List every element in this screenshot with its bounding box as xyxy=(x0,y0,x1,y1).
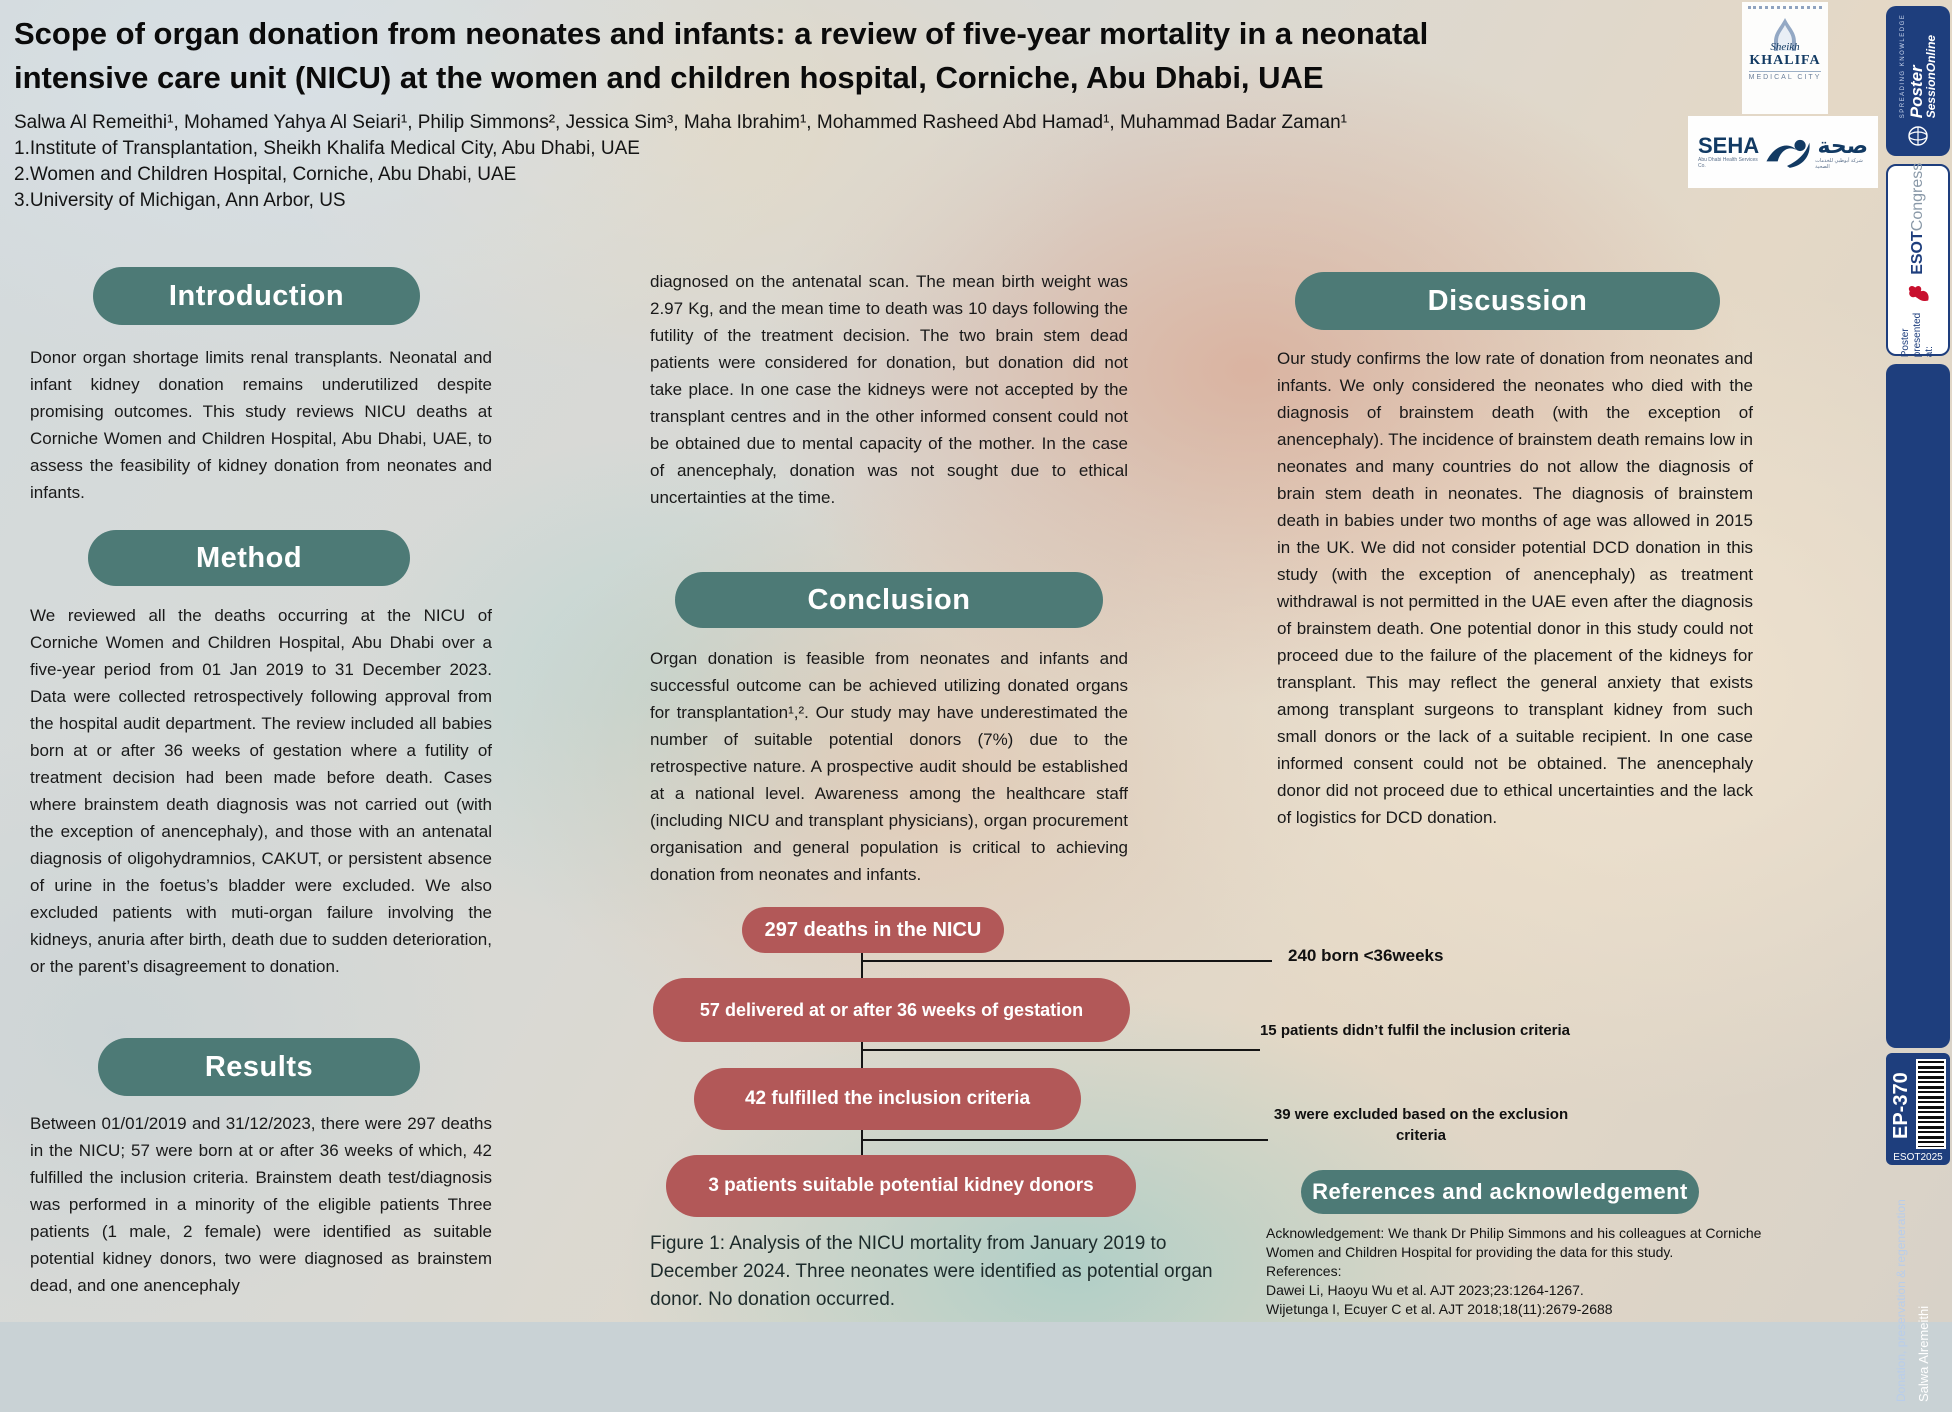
conclusion-heading: Conclusion xyxy=(675,572,1103,628)
esot-congress-badge xyxy=(1886,164,1950,356)
results-body: Between 01/01/2019 and 31/12/2023, there were 297 deaths in the NICU; 57 were born at or after 36 weeks of which, 42 fulfilled the inclusion criteria. Brainstem death test/diagnosis was performed in a minority of the eligible patients Three patients (1 male, 2 female) were identified as suitable potential kidney donors, two were diagnosed as brainstem dead, and one anencephaly xyxy=(30,1114,492,1295)
figure-caption: Figure 1: Analysis of the NICU mortality from January 2019 to December 2024. Three neonates were identified as potential organ donor. No donation occurred. xyxy=(650,1233,1213,1310)
method-heading: Method xyxy=(88,530,410,586)
discussion-heading: Discussion xyxy=(1295,272,1720,330)
flow-exclusion-3: 39 were excluded based on the exclusion criteria xyxy=(1273,1106,1569,1144)
flow-step-3: 42 fulfilled the inclusion criteria xyxy=(694,1068,1081,1130)
poster-id-badge xyxy=(1886,1053,1950,1165)
flow-exclusion-1: 240 born <36weeks xyxy=(1288,946,1444,965)
poster-id-code: EP-370 xyxy=(1890,1072,1912,1139)
reference-2: Wijetunga I, Ecuyer C et al. AJT 2018;18(11):2679-2688 xyxy=(1266,1301,1613,1317)
references-label: References: xyxy=(1266,1263,1342,1279)
method-body: We reviewed all the deaths occurring at the NICU of Corniche Women and Children Hospital, Abu Dhabi over a five-year period from 01 Jan 2019 to 31 December 2023. Data were collected retrospectively following approval from the hospital audit department. The review included all babies born at or after 36 weeks of gestation where a futility of treatment decision had been made before death. Cases where brainstem death diagnosis was not carried out (with the exception of anencephaly), and those with an antenatal diagnosis of oligohydramnios, CAKUT, or persistent absence of urine in the foetus’s bladder were excluded. We also excluded patients with muti-organ failure involving the kidneys, anuria after birth, death due to sudden deterioration, or the parent’s disagreement to donation. xyxy=(30,606,492,976)
flow-connector-v2 xyxy=(861,1042,863,1069)
acknowledgement-text: Acknowledgement: We thank Dr Philip Simmons and his colleagues at Corniche Women and Children Hospital for providing the data for this study. xyxy=(1266,1225,1762,1260)
poster-title-line2: intensive care unit (NICU) at the women and children hospital, Corniche, Abu Dhabi, UAE xyxy=(14,60,1324,95)
flow-connector-v1 xyxy=(861,953,863,979)
barcode xyxy=(1916,1059,1946,1149)
postersession-brand-top: Poster xyxy=(1906,65,1926,119)
track-topic: Donation, preservation & regeneration xyxy=(1894,1199,1908,1402)
skmc-logo xyxy=(1742,2,1828,114)
results-continued-body: diagnosed on the antenatal scan. The mean birth weight was 2.97 Kg, and the mean time to death was 10 days following the futility of the treatment decision. The two brain stem dead patients were considered for donation, but donation did not take place. In one case the kidneys were not accepted by the transplant centres and in the other informed consent could not be obtained due to mental capacity of the mother. In the case of anencephaly, donation was not sought due to ethical uncertainties at the time. xyxy=(650,272,1128,507)
seha-name: SEHA xyxy=(1698,133,1760,158)
author-list: Salwa Al Remeithi¹, Mohamed Yahya Al Seiari¹, Philip Simmons², Jessica Sim³, Maha Ibrahim¹, Mohammed Rasheed Abd Hamad¹, Muhammad Badar Zaman¹ xyxy=(14,112,1347,133)
affiliation-1: 1.Institute of Transplantation, Sheikh Khalifa Medical City, Abu Dhabi, UAE xyxy=(14,138,640,159)
introduction-heading: Introduction xyxy=(93,267,420,325)
seha-subtitle: Abu Dhabi Health Services Co. xyxy=(1698,157,1758,169)
globe-icon xyxy=(1906,124,1930,148)
flow-connector-v3 xyxy=(861,1130,863,1156)
seha-swoosh-icon xyxy=(1759,132,1815,172)
esot-congress-logo xyxy=(1888,162,1948,358)
esot-lion-icon xyxy=(1904,282,1932,306)
skmc-script-word: Sheikh xyxy=(1770,41,1800,53)
flow-step-4: 3 patients suitable potential kidney donors xyxy=(666,1155,1136,1217)
flow-step-1: 297 deaths in the NICU xyxy=(742,907,1004,953)
flow-exclusion-2: 15 patients didn’t fulfil the inclusion criteria xyxy=(1259,1022,1571,1039)
poster-title xyxy=(14,12,1704,100)
skmc-name: KHALIFA xyxy=(1749,53,1821,68)
postersessiononline-logo xyxy=(1886,6,1950,156)
seha-logo xyxy=(1688,116,1878,188)
postersessiononline-badge xyxy=(1886,6,1950,156)
postersession-brand-bottom: SessionOnline xyxy=(1923,34,1938,119)
poster-id-event: ESOT2025 xyxy=(1893,1152,1943,1163)
esot-brand-light: Congress xyxy=(1909,162,1926,232)
track-presenter: Salwa Alremeithi xyxy=(1916,1305,1931,1402)
flow-connector-h2 xyxy=(862,1049,1260,1051)
poster-presented-label: Poster presented at: xyxy=(1900,312,1935,358)
discussion-body: Our study confirms the low rate of donation from neonates and infants. We only considered the neonates who died with the diagnosis of brainstem death (with the exception of anencephaly). The incidence of brainstem death remains low in neonates and many countries do not allow the diagnosis of brain stem death in neonates. The diagnosis of brainstem death in babies under two months of age was allowed in 2015 in the UK. We did not consider potential DCD donation in this study (with the exception of anencephaly) as treatment withdrawal is not permitted in the UAE even after the diagnosis of brainstem death. One potential donor in this study could not proceed due to the failure of the placement of the kidneys for transplant. This may reflect the general anxiety that exists among transplant surgeons to transplant kidney from such small donors or the lack of a suitable recipient. In one case informed consent could not be obtained. The anencephaly donor did not proceed due to ethical uncertainties and the lack of logistics for DCD donation. xyxy=(1277,349,1753,827)
reference-1: Dawei Li, Haoyu Wu et al. AJT 2023;23:1264-1267. xyxy=(1266,1282,1584,1298)
affiliation-2: 2.Women and Children Hospital, Corniche, Abu Dhabi, UAE xyxy=(14,164,517,185)
postersession-tagline: SPREADING KNOWLEDGE xyxy=(1899,13,1906,119)
flow-step-2: 57 delivered at or after 36 weeks of gestation xyxy=(653,978,1130,1042)
skmc-subtitle: MEDICAL CITY xyxy=(1749,71,1822,81)
references-heading: References and acknowledgement xyxy=(1301,1170,1699,1214)
seha-arabic-name: صحة xyxy=(1817,133,1868,158)
affiliation-3: 3.University of Michigan, Ann Arbor, US xyxy=(14,190,346,211)
conclusion-body: Organ donation is feasible from neonates and infants and successful outcome can be achieved utilizing donated organs for transplantation¹,². Our study may have underestimated the number of suitable potential donors (7%) due to the retrospective nature. A prospective audit should be established at a national level. Awareness among the healthcare staff (including NICU and transplant physicians), organ procurement organisation and general population is critical to achieving donation from neonates and infants. xyxy=(650,649,1128,884)
flow-connector-h3 xyxy=(862,1139,1268,1141)
results-heading: Results xyxy=(98,1038,420,1096)
seha-arabic-subtitle: شركة أبوظبي للخدمات الصحية xyxy=(1815,158,1863,170)
poster-title-line1: Scope of organ donation from neonates and infants: a review of five-year mortality in a neonatal xyxy=(14,16,1429,51)
skmc-ornament xyxy=(1748,6,1822,13)
flow-connector-h1 xyxy=(862,960,1272,962)
introduction-body: Donor organ shortage limits renal transplants. Neonatal and infant kidney donation remains underutilized despite promising outcomes. This study reviews NICU deaths at Corniche Women and Children Hospital, Abu Dhabi, UAE, to assess the feasibility of kidney donation from neonates and infants. xyxy=(30,348,492,502)
esot-brand-bold: ESOT xyxy=(1909,231,1926,275)
references-block xyxy=(1266,1224,1771,1319)
